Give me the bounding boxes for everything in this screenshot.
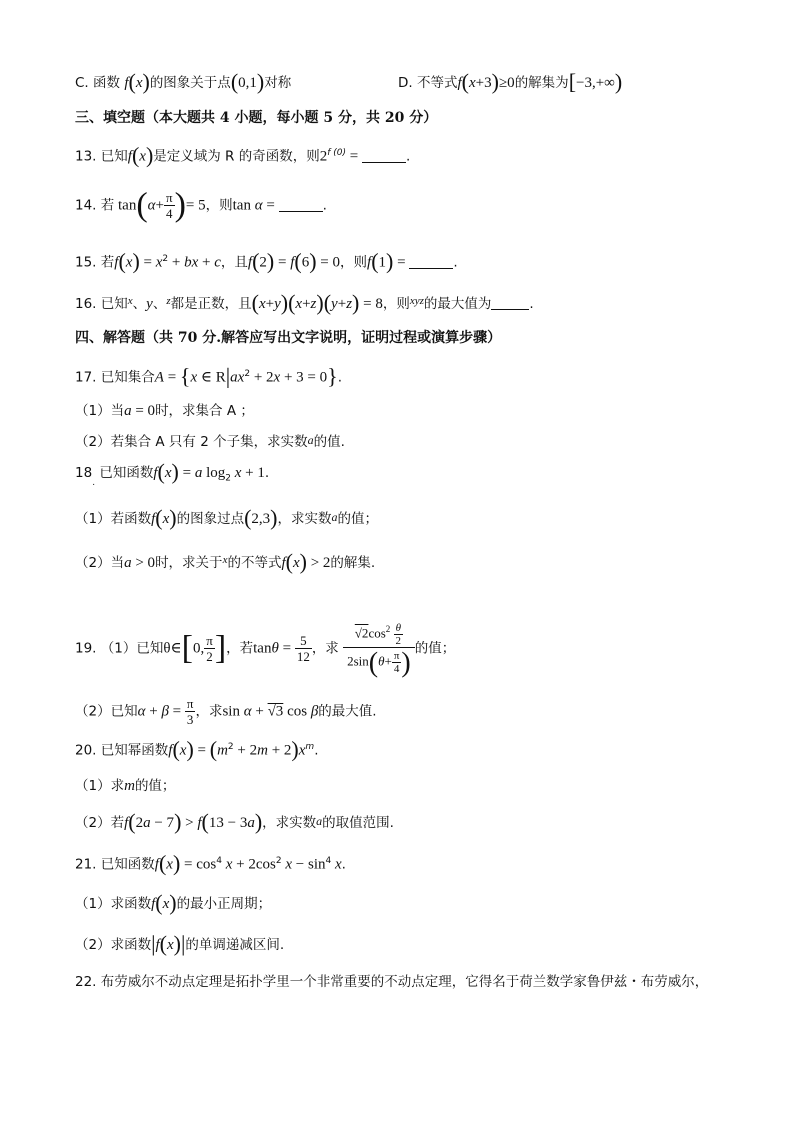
q15-answer-blank (409, 254, 453, 269)
q20-2-text: ，求实数 (262, 815, 317, 831)
option-d-text: 的解集为 (514, 75, 569, 91)
q16-text-a: 都是正数，且 (170, 296, 252, 312)
q19-text-a: ，若 (226, 640, 254, 657)
q20-1-end: 的值； (134, 778, 176, 794)
q13-prefix: 13. 已知 (75, 148, 128, 165)
q17-2-text: （2）若集合 A 只有 2 个子集，求实数 (75, 434, 308, 450)
q18-1-end: 的值； (337, 511, 378, 527)
question-16: 16. 已知$^x$、y、$^z$都是正数，且(x+y)(x+z)(y+z) = 8，则$^{xyz}$的最大值为 . (75, 290, 534, 315)
q17-prefix: 17. 已知集合 (75, 369, 155, 386)
question-18: $18_.$ 已知函数f(x) = a $\log_2 x + 1$. (75, 459, 270, 488)
section-3-heading: 三、填空题（本大题共 4 小题，每小题 5 分，共 20 分） (75, 110, 438, 126)
q14-answer-blank (279, 197, 323, 212)
q15-prefix: 15. 若 (75, 254, 115, 271)
q21-2-prefix: （2）求函数 (75, 937, 152, 953)
q18-2-text-a: 时，求关于 (155, 555, 223, 571)
q20-2-end: 的取值范围. (322, 815, 394, 831)
q13-text: 是定义域为 R 的奇函数，则 (153, 148, 320, 165)
option-row-cd: C. 函数 f(x)的图象关于点(0,1)对称 D. 不等式f(x+3)≥0的解集为[−3,+∞) (75, 69, 623, 94)
q16-text-b: ，则 (382, 296, 410, 312)
q19-prefix: 19. （1）已知 (75, 640, 164, 657)
question-19: 19. （1）已知θ∈[0, $\frac{\pi}{2}$ ]，若tanθ = $\frac{5}{12}$ ，求 $√2\cos^2$ $\frac{\theta}{2}$ 2sin(θ+ $\frac{\pi}{4}$ ) 的值； (75, 622, 456, 679)
question-17: 17. 已知集合A = {x ∈ $R|ax^2 + 2x + 3 = 0$}. (75, 363, 342, 389)
q18-2-end: 的解集. (330, 555, 376, 571)
question-20-part-1: （1）求m的值； (75, 778, 176, 794)
question-14: 14. 若 tan(α+ $\frac{\pi}{4}$ )= 5，则tan α = . (75, 186, 327, 224)
q16-prefix: 16. 已知 (75, 296, 128, 312)
question-19-part-2: （2）已知α + β = $\frac{\pi}{3}$ ，求sin α + √3 cos β的最大值. (75, 696, 377, 727)
question-18-part-1: （1）若函数f(x)的图象过点(2,3)，求实数a的值； (75, 505, 378, 530)
q18-2-text-b: 的不等式 (227, 555, 282, 571)
q18-1-prefix: （1）若函数 (75, 511, 152, 527)
q15-text-b: ，则 (340, 254, 368, 271)
q20-1-prefix: （1）求 (75, 778, 125, 794)
q21-1-prefix: （1）求函数 (75, 896, 152, 912)
question-17-part-2: （2）若集合 A 只有 2 个子集，求实数a的值. (75, 433, 345, 450)
q19-2-prefix: （2）已知 (75, 703, 138, 720)
q21-1-end: 的最小正周期； (176, 896, 272, 912)
q17-1-prefix: （1）当 (75, 403, 125, 419)
option-d-label: D. 不等式 (398, 75, 458, 91)
option-c-end: 对称 (264, 75, 292, 91)
q13-answer-blank (362, 148, 406, 163)
question-13: 13. 已知f(x)是定义域为 R 的奇函数，则$2^{f (0)}$ = . (75, 142, 411, 168)
q20-prefix: 20. 已知幂函数 (75, 742, 169, 759)
q16-answer-blank (491, 295, 529, 310)
q14-prefix: 14. 若 (75, 197, 115, 214)
question-20: 20. 已知幂函数$f(x) = (m^2 + 2m + 2)x^m$. (75, 736, 319, 762)
q15-text-a: ，且 (220, 254, 248, 271)
q20-2-prefix: （2）若 (75, 815, 125, 831)
q21-2-end: 的单调递减区间. (185, 937, 285, 953)
q19-end: 的值； (414, 640, 456, 657)
q19-text-b: ，求 (311, 640, 339, 657)
question-21-part-1: （1）求函数f(x)的最小正周期； (75, 890, 272, 915)
question-20-part-2: （2）若f(2a − 7) > f(13 − 3a)，求实数a的取值范围. (75, 809, 394, 834)
question-22: 22. 布劳威尔不动点定理是拓扑学里一个非常重要的不动点定理，它得名于荷兰数学家鲁伊兹・布劳威尔， (75, 974, 709, 990)
question-21: 21. 已知函数$f(x) = \cos^4 x + 2\cos^2$ $x - \sin^4 x$. (75, 850, 346, 876)
question-15: 15. 若$f(x) = x^2$ + bx + c，且f(2) = f(6) = 0，则f(1) = . (75, 248, 458, 274)
q21-prefix: 21. 已知函数 (75, 856, 155, 873)
q18-2-prefix: （2）当 (75, 555, 125, 571)
question-17-part-1: （1）当a = 0时，求集合 A ； (75, 403, 254, 419)
option-c-text: 的图象关于点 (149, 75, 231, 91)
section-4-heading: 四、解答题（共 70 分.解答应写出文字说明，证明过程或演算步骤） (75, 330, 502, 346)
q17-2-end: 的值. (313, 434, 345, 450)
q19-2-end: 的最大值. (318, 703, 377, 720)
q19-2-text: ，求 (195, 703, 223, 720)
q18-1-text-b: ，求实数 (277, 511, 332, 527)
question-18-part-2: （2）当a > 0时，求关于$^x$的不等式f(x) > 2的解集. (75, 549, 376, 574)
q17-1-text: 时，求集合 A ； (155, 403, 254, 419)
q16-text-c: 的最大值为 (423, 296, 492, 312)
q18-text: 已知函数 (99, 465, 154, 481)
q18-1-text-a: 的图象过点 (176, 511, 245, 527)
q14-text: ，则 (205, 197, 233, 214)
option-d: D. 不等式f(x+3)≥0的解集为[−3,+∞) (398, 69, 623, 94)
question-21-part-2: （2）求函数|f(x)|的单调递减区间. (75, 931, 285, 956)
q18-prefix: 18 (75, 465, 93, 481)
option-c-label: C. 函数 (75, 75, 121, 91)
